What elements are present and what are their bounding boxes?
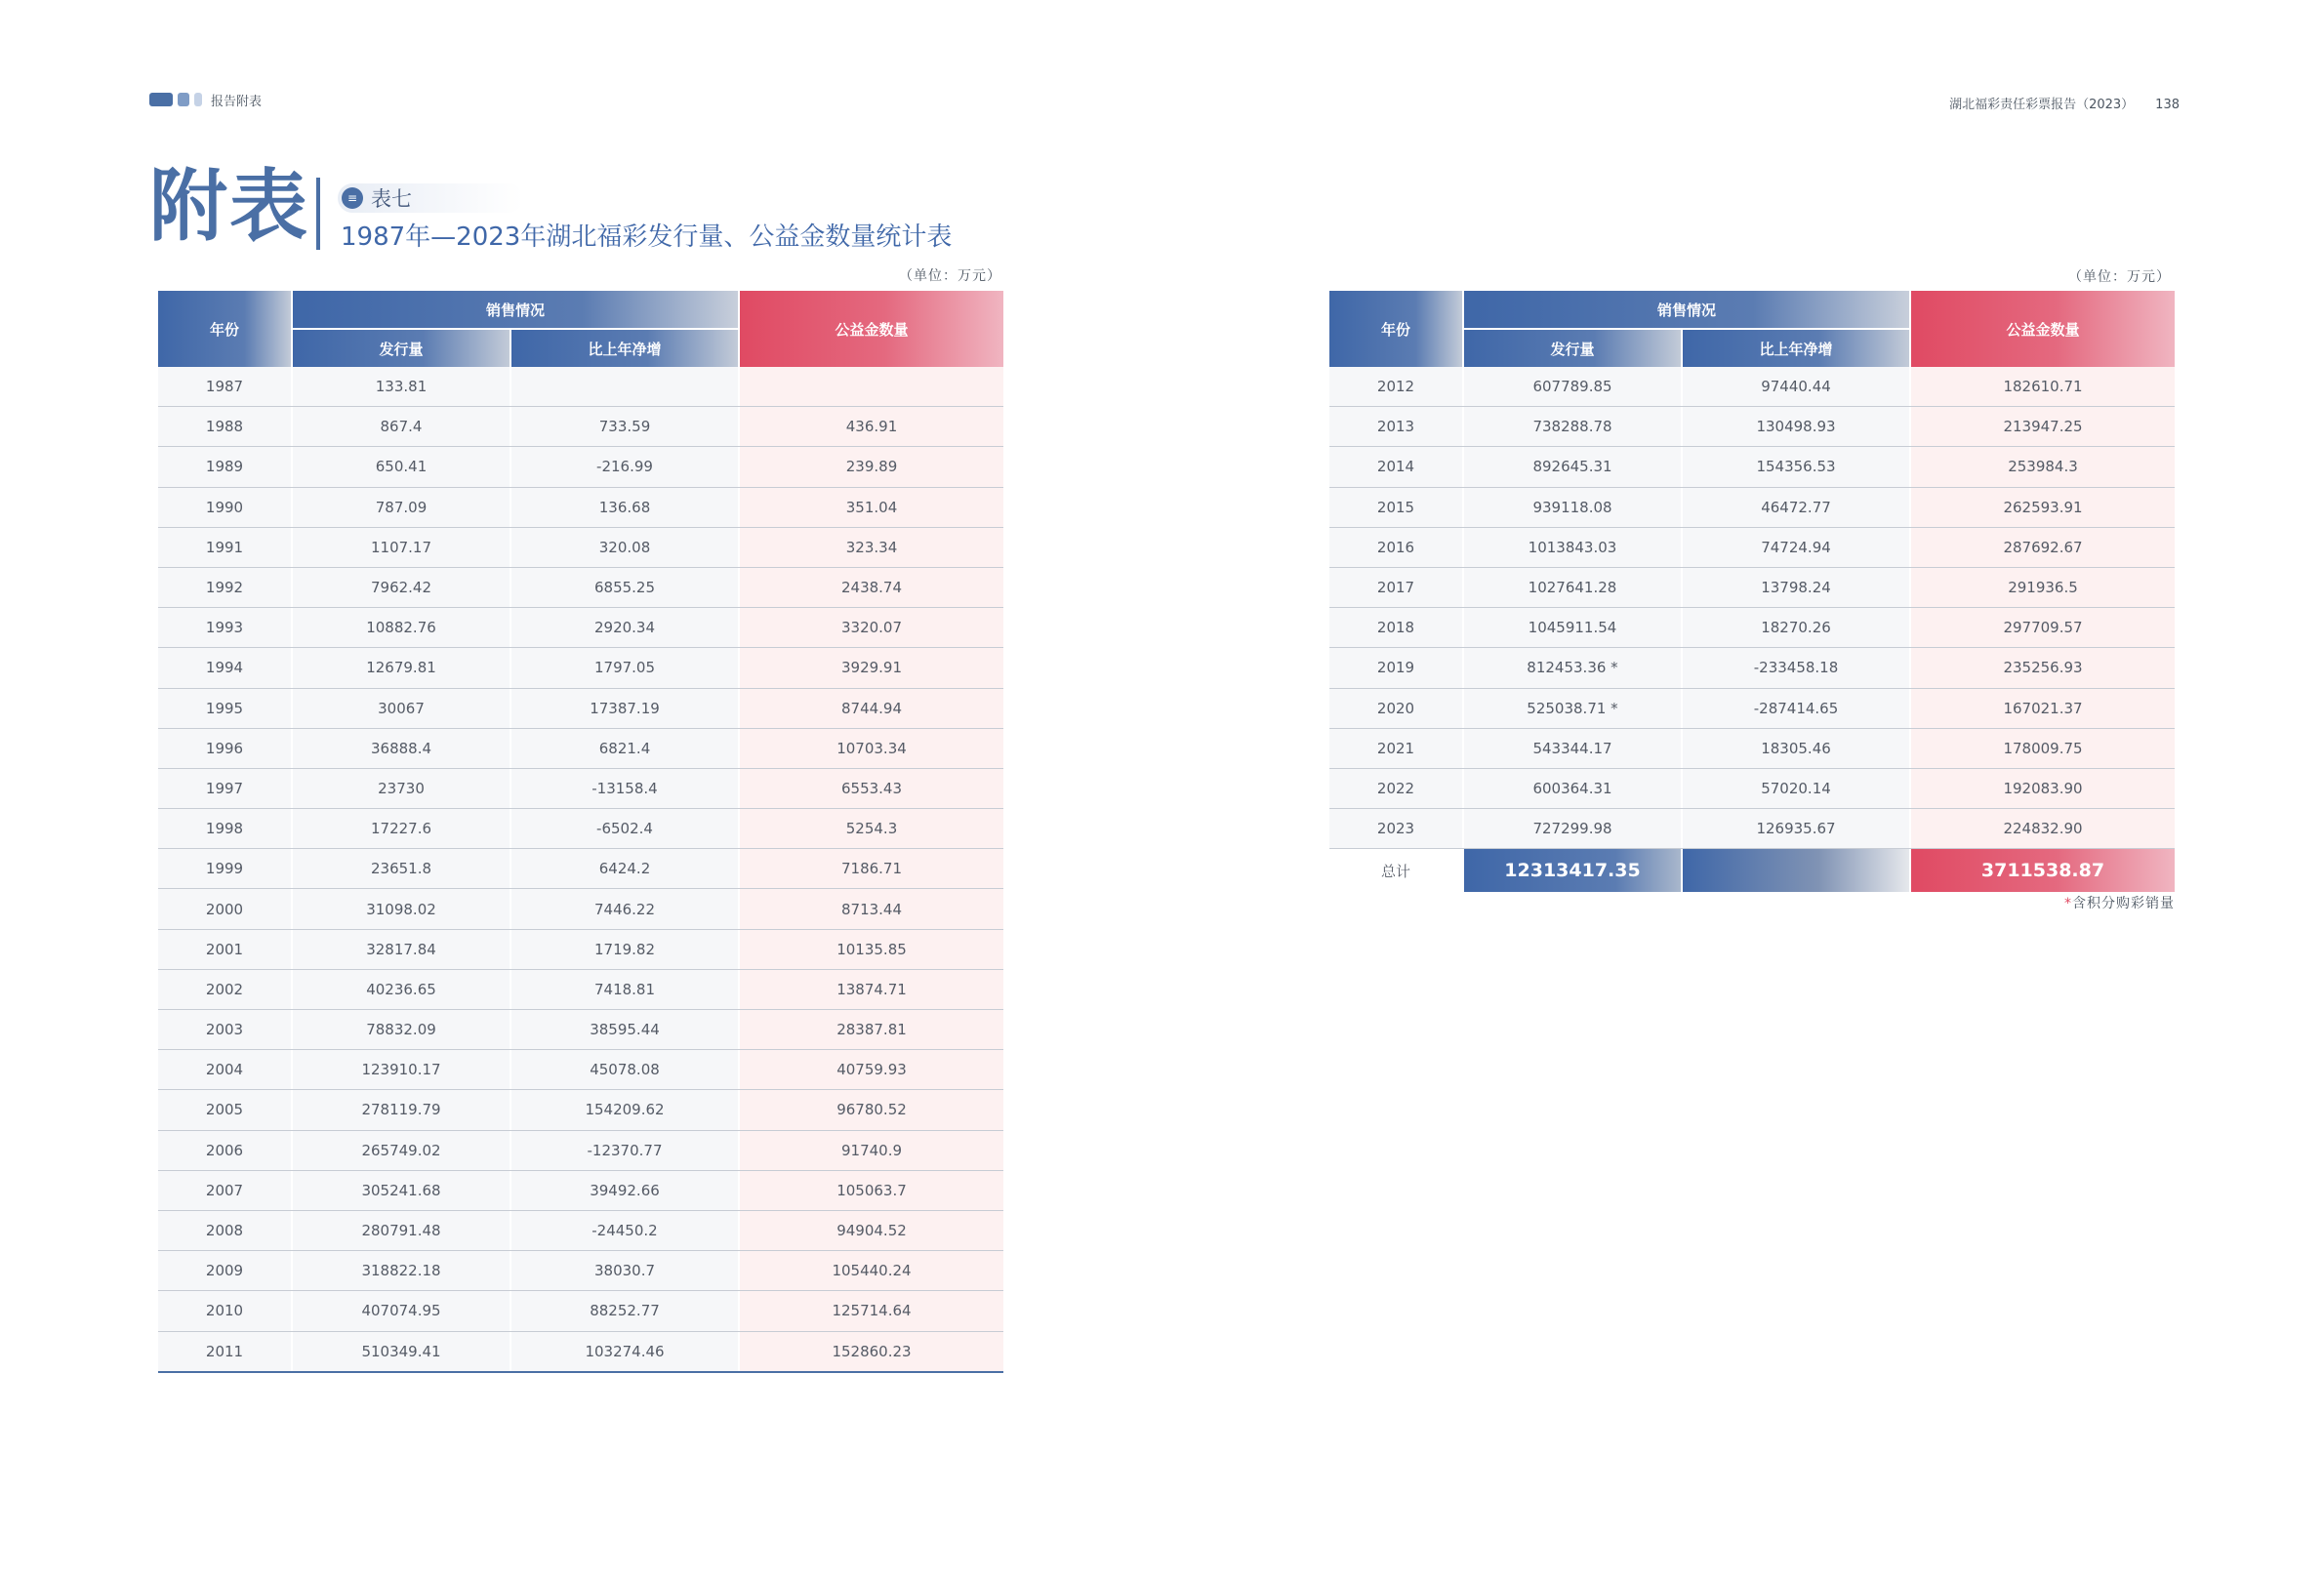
welfare-cell: 436.91 [740,407,1003,446]
welfare-cell: 253984.3 [1911,447,2175,486]
increase-cell: -13158.4 [511,769,738,808]
unit-note-right: （单位：万元） [2068,269,2171,285]
table-row [158,970,1003,1010]
table-row [1329,608,2175,648]
table-subtitle: 1987年—2023年湖北福彩发行量、公益金数量统计表 [341,222,953,252]
increase-cell: 18270.26 [1683,608,1909,647]
welfare-cell: 323.34 [740,528,1003,567]
issuance-cell: 600364.31 [1464,769,1681,808]
year-column-header: 年份 [1329,291,1462,367]
increase-cell: 103274.46 [511,1332,738,1371]
report-header [1949,94,2180,112]
table-row [1329,407,2175,447]
issuance-cell: 265749.02 [293,1131,510,1170]
year-cell: 2023 [1329,809,1462,848]
increase-cell: 1797.05 [511,648,738,687]
table-tag-label: 表七 [371,187,412,211]
year-cell: 1998 [158,809,291,848]
marker-block [194,93,202,106]
increase-column-header: 比上年净增 [511,330,738,367]
year-cell: 1987 [158,367,291,406]
issuance-column-header: 发行量 [1464,330,1681,367]
issuance-cell: 787.09 [293,488,510,527]
year-cell: 1988 [158,407,291,446]
unit-note-left: （单位：万元） [899,268,1001,284]
footnote-text: 含积分购彩销量 [2072,896,2175,911]
table-body [1329,367,2175,849]
issuance-cell: 278119.79 [293,1090,510,1129]
year-cell: 2014 [1329,447,1462,486]
year-cell: 2011 [158,1332,291,1371]
issuance-cell: 1013843.03 [1464,528,1681,567]
issuance-cell: 1107.17 [293,528,510,567]
year-cell: 1992 [158,568,291,607]
year-cell: 2000 [158,889,291,928]
issuance-column-header: 发行量 [293,330,510,367]
year-cell: 1997 [158,769,291,808]
table-row [1329,809,2175,849]
welfare-column-header: 公益金数量 [1911,291,2175,367]
table-row [1329,528,2175,568]
table-row [158,1171,1003,1211]
increase-cell: 126935.67 [1683,809,1909,848]
sales-group-header: 销售情况 [1464,291,1909,328]
table-row [158,608,1003,648]
sales-group-header: 销售情况 [293,291,738,328]
issuance-cell: 607789.85 [1464,367,1681,406]
increase-cell: 17387.19 [511,689,738,728]
issuance-cell: 12679.81 [293,648,510,687]
issuance-cell: 7962.42 [293,568,510,607]
increase-cell: 18305.46 [1683,729,1909,768]
issuance-cell: 30067 [293,689,510,728]
welfare-cell: 8744.94 [740,689,1003,728]
footnote-star: * [2064,896,2072,911]
year-cell: 2021 [1329,729,1462,768]
issuance-cell: 510349.41 [293,1332,510,1371]
table-row [158,447,1003,487]
issuance-cell: 892645.31 [1464,447,1681,486]
welfare-cell [740,367,1003,406]
issuance-cell: 727299.98 [1464,809,1681,848]
table-list-icon: ≡ [342,187,363,209]
year-cell: 1990 [158,488,291,527]
increase-cell: 46472.77 [1683,488,1909,527]
year-cell: 2006 [158,1131,291,1170]
table-row [158,889,1003,929]
table-row [158,809,1003,849]
issuance-cell: 543344.17 [1464,729,1681,768]
table-row [158,1291,1003,1331]
increase-cell: 97440.44 [1683,367,1909,406]
table-row [1329,447,2175,487]
year-cell: 2003 [158,1010,291,1049]
year-cell: 2008 [158,1211,291,1250]
title-divider [316,178,320,250]
welfare-cell: 10135.85 [740,930,1003,969]
welfare-cell: 287692.67 [1911,528,2175,567]
table-row [1329,488,2175,528]
welfare-cell: 213947.25 [1911,407,2175,446]
increase-cell: -6502.4 [511,809,738,848]
increase-cell [511,367,738,406]
welfare-cell: 13874.71 [740,970,1003,1009]
welfare-cell: 6553.43 [740,769,1003,808]
increase-cell: 38595.44 [511,1010,738,1049]
issuance-cell: 738288.78 [1464,407,1681,446]
total-welfare: 3711538.87 [1911,849,2175,892]
year-cell: 2010 [158,1291,291,1330]
issuance-cell: 10882.76 [293,608,510,647]
increase-cell: 45078.08 [511,1050,738,1089]
table-row [1329,729,2175,769]
table-header [158,291,1003,367]
increase-cell: 6424.2 [511,849,738,888]
table-row [158,1251,1003,1291]
table-body [158,367,1003,1373]
issuance-cell: 133.81 [293,367,510,406]
welfare-cell: 91740.9 [740,1131,1003,1170]
welfare-cell: 192083.90 [1911,769,2175,808]
issuance-cell: 40236.65 [293,970,510,1009]
year-cell: 2001 [158,930,291,969]
issuance-cell: 23730 [293,769,510,808]
issuance-cell: 939118.08 [1464,488,1681,527]
year-cell: 2002 [158,970,291,1009]
issuance-cell: 1045911.54 [1464,608,1681,647]
table-row [158,528,1003,568]
welfare-column-header: 公益金数量 [740,291,1003,367]
welfare-cell: 351.04 [740,488,1003,527]
year-cell: 2022 [1329,769,1462,808]
issuance-cell: 305241.68 [293,1171,510,1210]
welfare-cell: 178009.75 [1911,729,2175,768]
issuance-cell: 525038.71 * [1464,689,1681,728]
year-cell: 2019 [1329,648,1462,687]
year-cell: 1989 [158,447,291,486]
year-cell: 1995 [158,689,291,728]
footnote [2064,893,2175,912]
welfare-cell: 2438.74 [740,568,1003,607]
year-cell: 2017 [1329,568,1462,607]
year-cell: 1994 [158,648,291,687]
increase-cell: 320.08 [511,528,738,567]
year-cell: 2009 [158,1251,291,1290]
section-label: 报告附表 [211,95,263,109]
issuance-cell: 36888.4 [293,729,510,768]
year-cell: 2016 [1329,528,1462,567]
increase-cell: 13798.24 [1683,568,1909,607]
table-row [158,407,1003,447]
page-number: 138 [2155,98,2180,112]
issuance-cell: 31098.02 [293,889,510,928]
year-cell: 2020 [1329,689,1462,728]
stats-table-left [158,291,1003,1373]
welfare-cell: 96780.52 [740,1090,1003,1129]
table-header [1329,291,2175,367]
increase-cell: 733.59 [511,407,738,446]
welfare-cell: 94904.52 [740,1211,1003,1250]
stats-table-right [1329,291,2175,892]
table-row [158,1090,1003,1130]
table-row [158,648,1003,688]
increase-cell: -287414.65 [1683,689,1909,728]
table-row [1329,568,2175,608]
year-column-header: 年份 [158,291,291,367]
table-row [1329,769,2175,809]
welfare-cell: 239.89 [740,447,1003,486]
increase-cell: 6855.25 [511,568,738,607]
table-row [158,1332,1003,1373]
welfare-cell: 3929.91 [740,648,1003,687]
issuance-cell: 78832.09 [293,1010,510,1049]
table-row [158,568,1003,608]
issuance-cell: 123910.17 [293,1050,510,1089]
welfare-cell: 40759.93 [740,1050,1003,1089]
table-tag [338,183,523,213]
increase-cell: 38030.7 [511,1251,738,1290]
table-row [158,1010,1003,1050]
year-cell: 2007 [158,1171,291,1210]
total-issuance: 12313417.35 [1464,849,1681,892]
year-cell: 1999 [158,849,291,888]
table-row [1329,689,2175,729]
year-cell: 2018 [1329,608,1462,647]
welfare-cell: 28387.81 [740,1010,1003,1049]
welfare-cell: 291936.5 [1911,568,2175,607]
welfare-cell: 7186.71 [740,849,1003,888]
issuance-cell: 650.41 [293,447,510,486]
issuance-cell: 812453.36 * [1464,648,1681,687]
welfare-cell: 105063.7 [740,1171,1003,1210]
issuance-cell: 32817.84 [293,930,510,969]
welfare-cell: 105440.24 [740,1251,1003,1290]
table-row [1329,367,2175,407]
issuance-cell: 23651.8 [293,849,510,888]
increase-cell: 154209.62 [511,1090,738,1129]
increase-cell: -233458.18 [1683,648,1909,687]
increase-cell: 7418.81 [511,970,738,1009]
year-cell: 1996 [158,729,291,768]
table-row [158,367,1003,407]
increase-cell: 88252.77 [511,1291,738,1330]
welfare-cell: 224832.90 [1911,809,2175,848]
year-cell: 2013 [1329,407,1462,446]
increase-cell: 74724.94 [1683,528,1909,567]
table-row [158,488,1003,528]
table-row [158,689,1003,729]
year-cell: 1991 [158,528,291,567]
increase-cell: 130498.93 [1683,407,1909,446]
increase-cell: 136.68 [511,488,738,527]
issuance-cell: 318822.18 [293,1251,510,1290]
total-label: 总计 [1329,849,1462,892]
increase-cell: 39492.66 [511,1171,738,1210]
welfare-cell: 125714.64 [740,1291,1003,1330]
table-row [158,1211,1003,1251]
table-row [158,1050,1003,1090]
issuance-cell: 17227.6 [293,809,510,848]
welfare-cell: 167021.37 [1911,689,2175,728]
increase-cell: 1719.82 [511,930,738,969]
welfare-cell: 235256.93 [1911,648,2175,687]
table-row [158,930,1003,970]
welfare-cell: 262593.91 [1911,488,2175,527]
issuance-cell: 407074.95 [293,1291,510,1330]
total-increase-blank [1683,849,1909,892]
report-title: 湖北福彩责任彩票报告（2023） [1949,98,2135,112]
issuance-cell: 280791.48 [293,1211,510,1250]
total-row [1329,849,2175,892]
issuance-cell: 867.4 [293,407,510,446]
appendix-title: 附表 [149,161,309,252]
welfare-cell: 8713.44 [740,889,1003,928]
section-marker [149,93,202,106]
increase-cell: -24450.2 [511,1211,738,1250]
welfare-cell: 297709.57 [1911,608,2175,647]
year-cell: 1993 [158,608,291,647]
year-cell: 2015 [1329,488,1462,527]
increase-column-header: 比上年净增 [1683,330,1909,367]
welfare-cell: 5254.3 [740,809,1003,848]
table-row [158,769,1003,809]
table-row [158,849,1003,889]
year-cell: 2004 [158,1050,291,1089]
issuance-cell: 1027641.28 [1464,568,1681,607]
marker-block [178,93,189,106]
increase-cell: -216.99 [511,447,738,486]
increase-cell: 7446.22 [511,889,738,928]
table-row [158,729,1003,769]
increase-cell: 57020.14 [1683,769,1909,808]
welfare-cell: 3320.07 [740,608,1003,647]
year-cell: 2012 [1329,367,1462,406]
year-cell: 2005 [158,1090,291,1129]
increase-cell: -12370.77 [511,1131,738,1170]
increase-cell: 154356.53 [1683,447,1909,486]
welfare-cell: 10703.34 [740,729,1003,768]
welfare-cell: 152860.23 [740,1332,1003,1371]
welfare-cell: 182610.71 [1911,367,2175,406]
table-row [158,1131,1003,1171]
marker-block [149,93,173,106]
increase-cell: 6821.4 [511,729,738,768]
increase-cell: 2920.34 [511,608,738,647]
table-row [1329,648,2175,688]
